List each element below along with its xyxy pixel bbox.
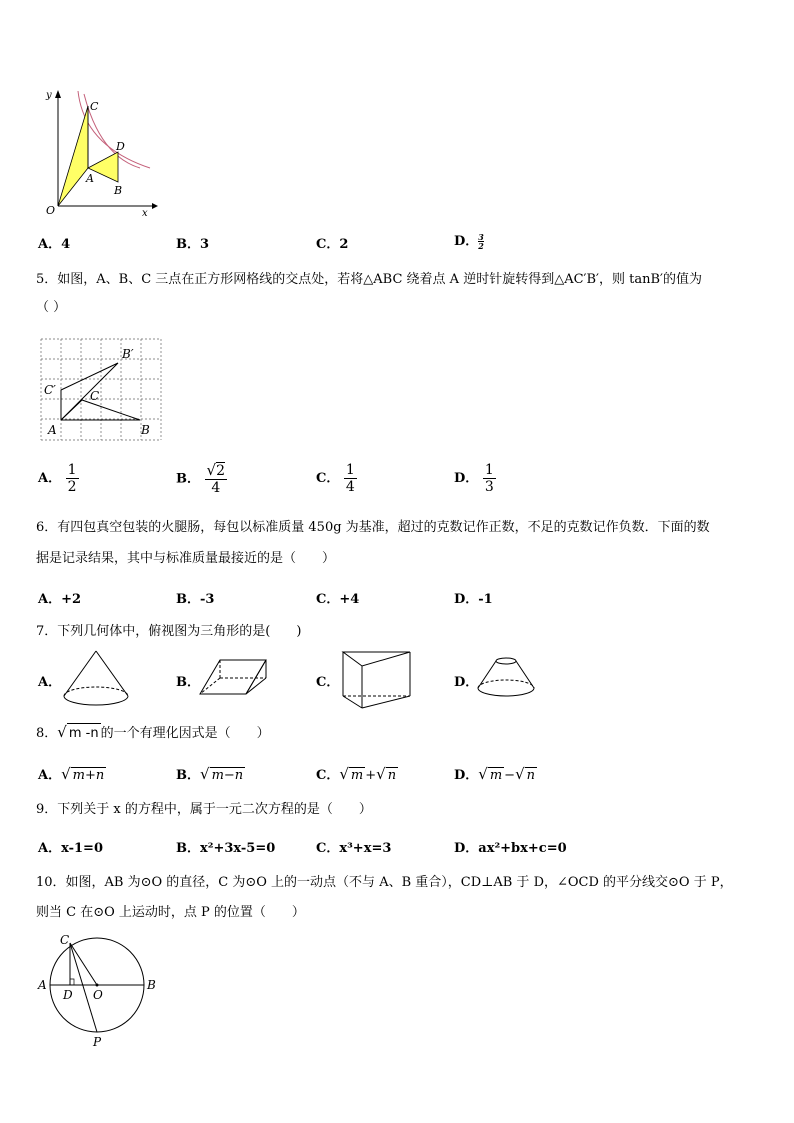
q4-label-d: D (116, 140, 125, 153)
q5-option-a[interactable]: A． $\frac{1}{2}$ (38, 462, 77, 495)
q5-label-cprime: C′ (44, 383, 56, 397)
q9-option-d[interactable]: D．ax²+bx+c=0 (454, 841, 567, 856)
q4-label-y: y (46, 90, 52, 101)
q10-label-b: B (147, 978, 156, 992)
q6-text-line1: 6．有四包真空包装的火腿肠，每包以标准质量 450g 为基准，超过的克数记作正数，不足的克数记作负数．下面的数 (36, 520, 710, 535)
q5-label-c: C (90, 389, 100, 403)
q5-option-d[interactable]: D． $\frac{1}{3}$ (454, 462, 494, 495)
q8-radicand: m -n (67, 723, 101, 744)
q9-option-a[interactable]: A．x-1=0 (38, 841, 103, 856)
q6-option-a[interactable]: A．+2 (38, 592, 82, 607)
q4-option-d-fraction: $\frac{3}{2}$ (478, 232, 484, 251)
q4-label-a: A (86, 172, 94, 185)
q4-label-x: x (142, 208, 148, 216)
q9-text: 9．下列关于 x 的方程中，属于一元二次方程的是（ ） (36, 802, 372, 817)
q8-option-b[interactable]: B．√ m−n (176, 765, 244, 783)
q10-label-d: D (63, 988, 73, 1002)
q6-option-c[interactable]: C．+4 (316, 592, 360, 607)
triangular-prism-upright-icon (338, 646, 414, 712)
q6-option-b[interactable]: B．-3 (176, 592, 215, 607)
q5-grid-figure (40, 338, 162, 442)
q10-label-p: P (93, 1035, 102, 1048)
q8-text: 8．√ m -n 的一个有理化因式是（ ） (36, 722, 270, 744)
q10-label-o: O (93, 988, 103, 1002)
q10-text-line2: 则当 C 在⊙O 上运动时，点 P 的位置（ ） (36, 905, 305, 920)
q4-triangle-oca (58, 106, 88, 206)
cone-icon (60, 648, 132, 710)
q5-label-b: B (141, 423, 150, 437)
q8-option-d[interactable]: D．√ m −√ n (454, 765, 536, 783)
q10-text-line1: 10．如图，AB 为⊙O 的直径，C 为⊙O 上的一动点（不与 A、B 重合），CD⊥AB 于 D，∠OCD 的平分线交⊙O 于 P， (36, 875, 733, 890)
q5-option-b[interactable]: B． $\frac{√2}{4}$ (176, 461, 226, 496)
q7-option-b[interactable]: B． (176, 675, 200, 690)
q9-option-c[interactable]: C．x³+x=3 (316, 841, 392, 856)
q7-option-d[interactable]: D． (454, 675, 479, 690)
q5-label-bprime: B′ (122, 347, 134, 361)
q9-option-b[interactable]: B．x²+3x-5=0 (176, 841, 276, 856)
q4-option-a[interactable]: A．4 (38, 237, 71, 252)
q10-circle-figure (36, 932, 162, 1048)
q4-option-b[interactable]: B．3 (176, 237, 210, 252)
q7-text: 7．下列几何体中，俯视图为三角形的是( ) (36, 624, 302, 639)
q8-option-c[interactable]: C．√ m +√ n (316, 765, 397, 783)
q6-option-d[interactable]: D．-1 (454, 592, 493, 607)
q5-text-line2: （ ） (36, 300, 67, 315)
q4-option-d[interactable]: D． $\frac{3}{2}$ (454, 232, 484, 251)
q4-label-o: O (46, 204, 56, 216)
q6-text-line2: 据是记录结果，其中与标准质量最接近的是（ ） (36, 551, 336, 566)
q7-option-c[interactable]: C． (316, 675, 340, 690)
triangular-prism-lying-icon (196, 656, 268, 698)
frustum-icon (474, 654, 538, 700)
q7-option-a[interactable]: A． (38, 675, 62, 690)
q5-option-c[interactable]: C． $\frac{1}{4}$ (316, 462, 355, 495)
q5-triangle-original (61, 400, 140, 420)
q10-label-c: C (60, 933, 70, 947)
q5-text-line1: 5．如图，A、B、C 三点在正方形网格线的交点处，若将△ABC 绕着点 A 逆时针旋转得到△AC′B′，则 tanB′的值为 (36, 272, 702, 287)
q8-option-a[interactable]: A．√ m+n (38, 765, 105, 783)
q5-label-a: A (48, 423, 57, 437)
q4-option-c[interactable]: C．2 (316, 237, 349, 252)
q10-label-a: A (38, 978, 47, 992)
q4-figure (40, 86, 160, 216)
q4-label-b: B (114, 184, 123, 197)
q4-label-c: C (90, 100, 99, 113)
